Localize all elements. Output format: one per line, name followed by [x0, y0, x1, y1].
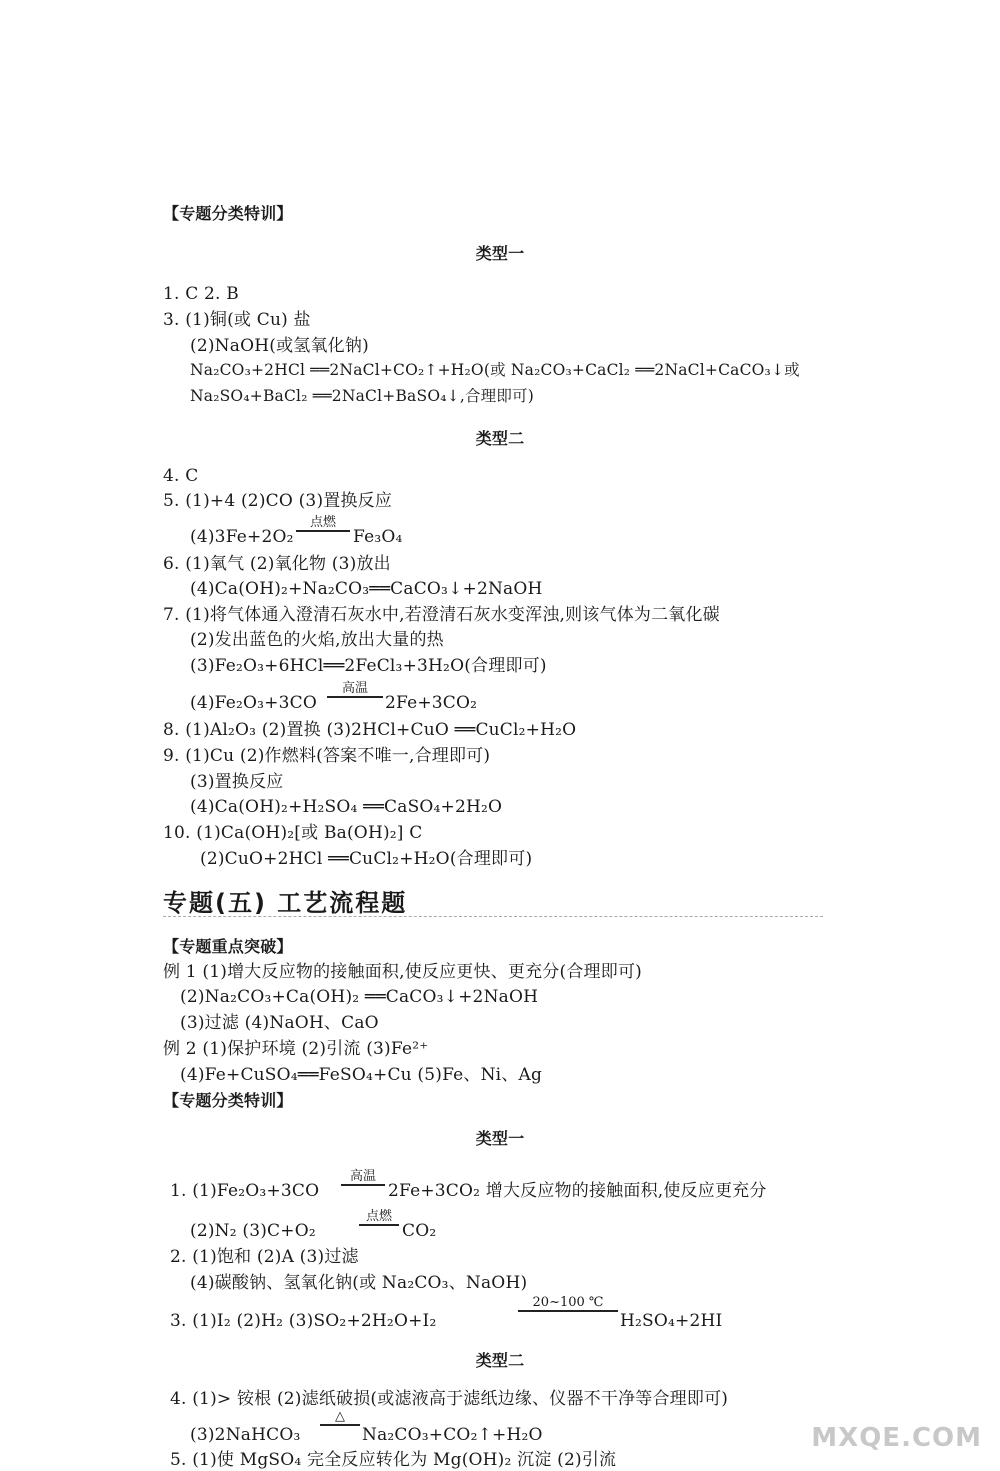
condition-label: 点燃 [365, 1209, 392, 1224]
answer-line: (4)Ca(OH)₂+Na₂CO₃══CaCO₃↓+2NaOH [190, 579, 543, 599]
reaction-condition [356, 1205, 402, 1226]
condition-label: 高温 [349, 1169, 376, 1184]
example-line: 例 1 (1)增大反应物的接触面积,使反应更快、更充分(合理即可) [163, 962, 642, 982]
answer-line: (4)3Fe+2O₂ [190, 527, 294, 547]
example-line: 例 2 (1)保护环境 (2)引流 (3)Fe²⁺ [163, 1039, 429, 1059]
type-heading: 类型二 [475, 1351, 525, 1370]
answer-line: Fe₃O₄ [353, 527, 403, 547]
answer-line: 2Fe+3CO₂ 增大反应物的接触面积,使反应更充分 [388, 1181, 767, 1201]
answer-line: (3)置换反应 [190, 772, 284, 792]
condition-label: 高温 [341, 681, 368, 696]
condition-label: 点燃 [309, 515, 336, 530]
answer-line: 5. (1)+4 (2)CO (3)置换反应 [163, 491, 393, 511]
answer-line: 4. (1)> 铵根 (2)滤纸破损(或滤液高于滤纸边缘、仪器不干净等合理即可) [170, 1389, 729, 1409]
answer-line: (2)N₂ (3)C+O₂ [190, 1221, 316, 1241]
answer-line: 1. (1)Fe₂O₃+3CO [170, 1181, 320, 1201]
type-heading: 类型一 [475, 1129, 525, 1148]
equals-bar [320, 1424, 360, 1426]
answer-line: 2. (1)饱和 (2)A (3)过滤 [170, 1247, 359, 1267]
answer-line: (4)Fe₂O₃+3CO [190, 693, 317, 713]
section-header: 【专题重点突破】 [163, 937, 293, 956]
type-heading: 类型一 [475, 244, 525, 263]
equals-bar [518, 1310, 618, 1312]
equals-bar [296, 530, 350, 532]
type-heading: 类型二 [475, 429, 525, 448]
chapter-divider [163, 916, 823, 917]
answer-line: 9. (1)Cu (2)作燃料(答案不唯一,合理即可) [163, 746, 491, 766]
answer-line: (3)Fe₂O₃+6HCl══2FeCl₃+3H₂O(合理即可) [190, 656, 547, 676]
condition-label: △ [335, 1409, 345, 1424]
answer-line: 3. (1)I₂ (2)H₂ (3)SO₂+2H₂O+I₂ [170, 1311, 437, 1331]
example-line: (4)Fe+CuSO₄══FeSO₄+Cu (5)Fe、Ni、Ag [180, 1065, 543, 1085]
answer-line: (4)Ca(OH)₂+H₂SO₄ ══CaSO₄+2H₂O [190, 797, 503, 817]
answer-line: 7. (1)将气体通入澄清石灰水中,若澄清石灰水变浑浊,则该气体为二氧化碳 [163, 605, 720, 625]
watermark: MXQE.COM [811, 1423, 982, 1453]
answer-line: H₂SO₄+2HI [620, 1311, 723, 1331]
condition-label: 20~100 ℃ [532, 1295, 604, 1310]
answer-line: (2)发出蓝色的火焰,放出大量的热 [190, 630, 444, 650]
answer-line: 2Fe+3CO₂ [385, 693, 478, 713]
section-header: 【专题分类特训】 [163, 204, 293, 223]
answer-line: Na₂SO₄+BaCl₂ ══2NaCl+BaSO₄↓,合理即可) [190, 387, 534, 405]
answer-line: (2)CuO+2HCl ══CuCl₂+H₂O(合理即可) [200, 849, 533, 869]
answer-line: (2)NaOH(或氢氧化钠) [190, 336, 369, 356]
reaction-condition [325, 677, 385, 698]
answer-line: Na₂CO₃+CO₂↑+H₂O [362, 1425, 543, 1445]
equals-bar [341, 1184, 385, 1186]
reaction-condition [293, 511, 353, 532]
equals-bar [359, 1224, 399, 1226]
answer-line: 3. (1)铜(或 Cu) 盐 [163, 310, 311, 330]
reaction-condition [338, 1165, 388, 1186]
answer-line: 6. (1)氧气 (2)氧化物 (3)放出 [163, 554, 391, 574]
answer-line: CO₂ [402, 1221, 437, 1241]
reaction-condition [516, 1295, 620, 1312]
section-header: 【专题分类特训】 [163, 1091, 293, 1110]
answer-line: (3)2NaHCO₃ [190, 1425, 301, 1445]
answer-line: 8. (1)Al₂O₃ (2)置换 (3)2HCl+CuO ══CuCl₂+H₂O [163, 720, 577, 740]
answer-line: 10. (1)Ca(OH)₂[或 Ba(OH)₂] C [163, 823, 423, 843]
answer-line: 5. (1)使 MgSO₄ 完全反应转化为 Mg(OH)₂ 沉淀 (2)引流 [170, 1450, 617, 1470]
example-line: (3)过滤 (4)NaOH、CaO [180, 1013, 379, 1033]
answer-line: 1. C 2. B [163, 284, 239, 304]
example-line: (2)Na₂CO₃+Ca(OH)₂ ══CaCO₃↓+2NaOH [180, 987, 539, 1007]
equals-bar [327, 696, 383, 698]
answer-line: Na₂CO₃+2HCl ══2NaCl+CO₂↑+H₂O(或 Na₂CO₃+CaCl₂ ══2NaCl+CaCO₃↓或 [190, 361, 800, 379]
answer-line: (4)碳酸钠、氢氧化钠(或 Na₂CO₃、NaOH) [190, 1273, 528, 1293]
chapter-title: 专题(五) 工艺流程题 [163, 889, 408, 917]
answer-line: 4. C [163, 466, 199, 486]
reaction-condition [318, 1409, 362, 1426]
